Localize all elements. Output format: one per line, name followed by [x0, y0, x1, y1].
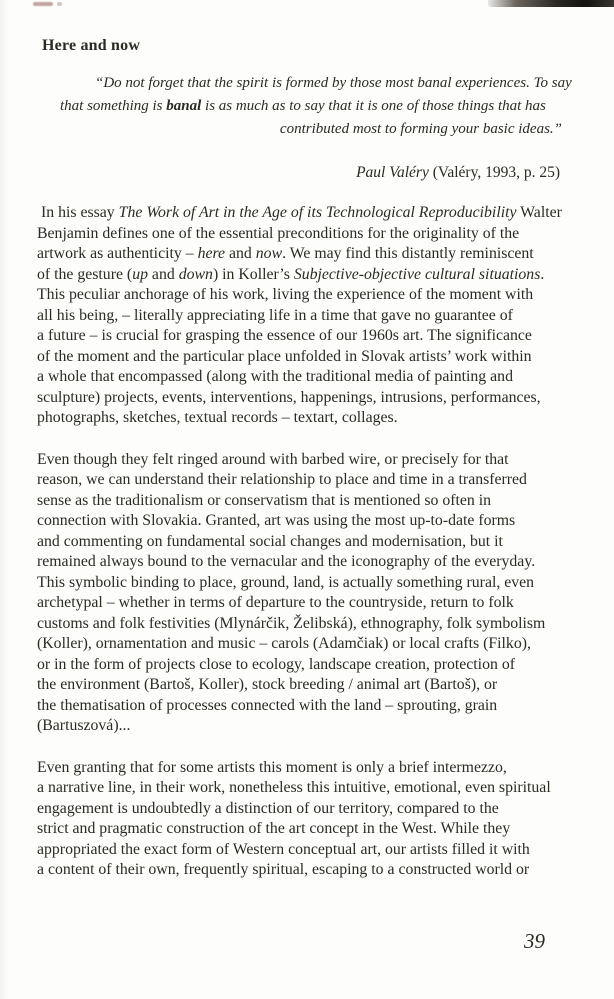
text-line	[37, 326, 577, 347]
text-line	[37, 511, 577, 532]
red-ink-mark	[33, 2, 53, 6]
text-segment: This peculiar anchorage of his work, living the experience of the moment with	[37, 286, 534, 303]
text-segment: Even though they felt ringed around with barbed wire, or precisely for that	[37, 450, 509, 468]
text-line	[37, 778, 577, 799]
text-segment: reason, we can understand their relationship to place and time in a transferred	[37, 471, 527, 488]
text-line	[37, 367, 577, 388]
text-line	[37, 408, 577, 429]
text-segment: This symbolic binding to place, ground, land, is actually something rural, even	[37, 573, 535, 591]
text-line	[37, 696, 577, 717]
text-segment: and	[147, 265, 179, 283]
text-segment: artwork as authenticity –	[37, 245, 198, 262]
text-segment: ) in Koller’s	[212, 265, 294, 283]
text-line	[37, 573, 577, 594]
text-segment: Even granting that for some artists this moment is only a brief intermezzo,	[37, 758, 507, 776]
text-segment: now	[255, 245, 283, 262]
text-segment: that something is	[60, 98, 167, 114]
text-segment: sculpture) projects, events, interventions, happenings, intrusions, performances,	[37, 388, 541, 406]
text-line	[37, 593, 577, 614]
text-segment: “Do not forget that the spirit is formed by those most banal experiences. To say	[95, 75, 572, 91]
text-line	[37, 819, 577, 840]
text-segment: a narrative line, in their work, nonetheless this intuitive, emotional, even spiritual	[37, 779, 551, 796]
text-segment: and commenting on fundamental social changes and modernisation, but it	[37, 532, 503, 550]
scan-edge-bar	[488, 0, 614, 7]
text-line	[37, 470, 577, 491]
text-segment: Paul Valéry	[356, 164, 429, 181]
text-line	[37, 306, 577, 327]
text-line	[37, 655, 577, 676]
text-segment: engagement is undoubtedly a distinction of our territory, compared to the	[37, 799, 499, 817]
quote-attribution	[37, 161, 560, 184]
text-line	[37, 265, 577, 286]
text-segment: down	[178, 265, 213, 283]
text-segment: connection with Slovakia. Granted, art was using the most up-to-date forms	[37, 512, 516, 529]
text-segment: (Bartuszová)...	[37, 717, 131, 734]
text-line	[60, 118, 562, 141]
section-heading: Here and now	[42, 37, 141, 54]
text-segment: sense as the traditionalism or conservatism that is mentioned so often in	[37, 491, 492, 509]
text-line	[37, 491, 577, 512]
text-segment: of the gesture (	[37, 265, 133, 283]
text-line	[37, 716, 577, 737]
text-segment: archetypal – whether in terms of departure to the countryside, return to folk	[37, 594, 514, 611]
text-segment: of the moment and the particular place unfolded in Slovak artists’ work within	[37, 347, 532, 365]
paragraph	[37, 450, 577, 737]
text-line	[37, 161, 560, 184]
text-line	[37, 614, 577, 635]
text-segment: Benjamin defines one of the essential preconditions for the originality of the	[37, 224, 520, 242]
text-segment: the environment (Bartoš, Koller), stock breeding / animal art (Bartoš), or	[37, 676, 498, 693]
text-segment: banal	[166, 98, 202, 114]
text-segment: In his essay	[41, 204, 119, 221]
text-segment: a content of their own, frequently spiritual, escaping to a constructed world or	[37, 861, 530, 878]
text-segment: up	[132, 265, 148, 283]
text-segment: a whole that encompassed (along with the traditional media of painting and	[37, 368, 513, 385]
text-segment: is as much as to say that it is one of those things that has	[201, 98, 546, 114]
page-number: 39	[524, 929, 545, 953]
text-segment: here	[197, 245, 226, 262]
text-line	[37, 675, 577, 696]
text-line	[37, 347, 577, 368]
text-segment: appropriated the exact form of Western conceptual art, our artists filled it with	[37, 840, 530, 858]
text-line	[37, 634, 577, 655]
text-line	[37, 799, 577, 820]
text-segment: .	[540, 265, 545, 283]
text-line	[37, 552, 577, 573]
block-quote	[60, 72, 572, 141]
text-segment: a future – is crucial for grasping the essence of our 1960s art. The significance	[37, 327, 532, 344]
text-line	[60, 72, 572, 95]
text-line	[37, 244, 577, 265]
text-segment: (Valéry, 1993, p. 25)	[428, 164, 560, 181]
text-line	[37, 203, 577, 224]
text-line	[37, 285, 577, 306]
text-segment: and	[225, 245, 256, 262]
text-segment: . We may find this distantly reminiscent	[282, 245, 534, 262]
text-segment: Walter	[516, 204, 562, 221]
text-segment: contributed most to forming your basic ideas.”	[279, 121, 562, 137]
text-line	[37, 450, 577, 471]
text-segment: (Koller), ornamentation and music – carols (Adamčiak) or local crafts (Filko),	[37, 635, 531, 652]
page-edge-shading	[0, 0, 8, 999]
paragraph	[37, 758, 577, 881]
text-segment: Subjective-objective cultural situations	[293, 265, 541, 283]
text-segment: customs and folk festivities (Mlynárčik, Želibská), ethnography, folk symbolism	[37, 614, 546, 632]
text-line	[37, 840, 577, 861]
text-segment: The Work of Art in the Age of its Technological Reproducibility	[118, 204, 517, 221]
text-segment: the thematisation of processes connected with the land – sprouting, grain	[37, 696, 498, 714]
text-segment: photographs, sketches, textual records – textart, collages.	[37, 409, 398, 426]
text-line	[37, 224, 577, 245]
paragraph	[37, 203, 577, 429]
text-segment: strict and pragmatic construction of the art concept in the West. While they	[37, 820, 511, 837]
text-line	[37, 532, 577, 553]
text-segment: or in the form of projects close to ecology, landscape creation, protection of	[37, 655, 515, 673]
text-line	[37, 388, 577, 409]
text-segment: all his being, – literally appreciating life in a time that gave no guarantee of	[37, 306, 513, 324]
text-line	[37, 860, 577, 881]
text-segment: remained always bound to the vernacular and the iconography of the everyday.	[37, 553, 536, 570]
red-ink-dot	[57, 2, 62, 6]
text-line	[60, 95, 562, 118]
text-line	[37, 758, 577, 779]
